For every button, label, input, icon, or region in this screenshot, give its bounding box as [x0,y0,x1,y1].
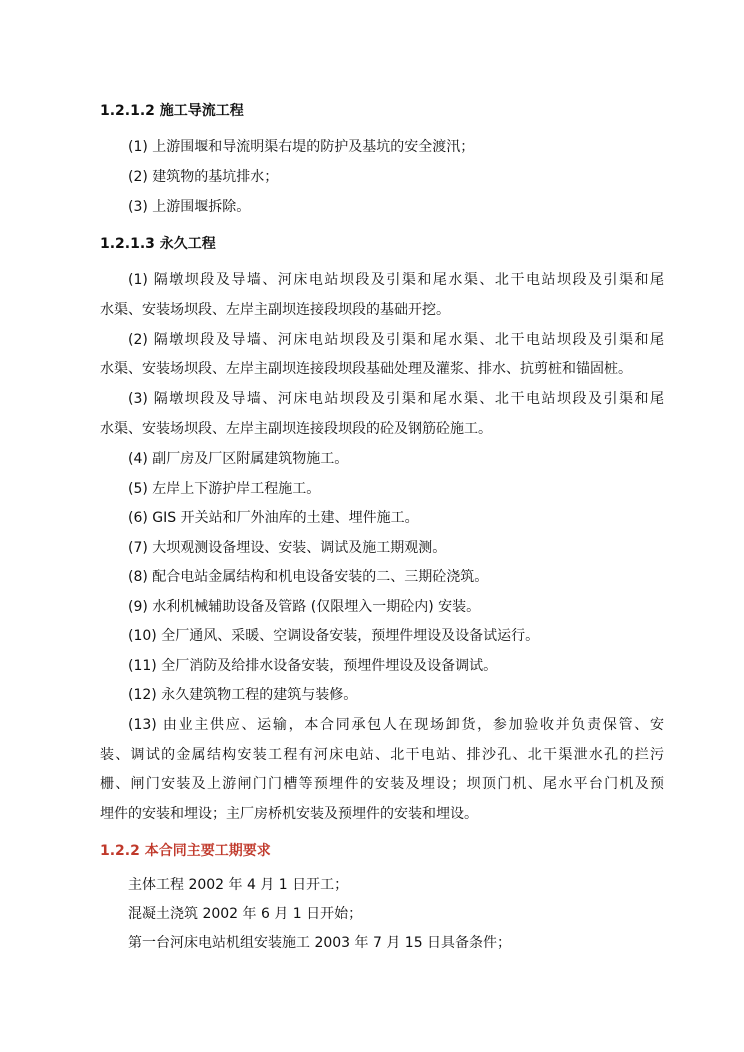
paragraph-1213-7: (7) 大坝观测设备埋设、安装、调试及施工期观测。 [128,540,447,556]
paragraph-1213-4: (4) 副厂房及厂区附属建筑物施工。 [128,451,349,467]
paragraph-1213-1-line2: 水渠、安装场坝段、左岸主副坝连接段坝段的基础开挖。 [100,302,450,318]
paragraph-1213-3-line2: 水渠、安装场坝段、左岸主副坝连接段坝段的砼及钢筋砼施工。 [100,421,492,437]
paragraph-1213-13-line1: (13) 由业主供应、运输，本合同承包人在现场卸货，参加验收并负责保管、安 [128,717,664,733]
paragraph-1212-2: (2) 建筑物的基坑排水； [128,169,279,185]
paragraph-1213-2-line1: (2) 隔墩坝段及导墙、河床电站坝段及引渠和尾水渠、北干电站坝段及引渠和尾 [128,332,664,348]
schedule-item-1: 主体工程 2002 年 4 月 1 日开工； [128,877,349,893]
paragraph-1213-13-line3: 栅、闸门安装及上游闸门门槽等预埋件的安装及埋设；坝顶门机、尾水平台门机及预 [100,776,664,792]
heading-1212: 1.2.1.2 施工导流工程 [100,103,244,119]
paragraph-1212-3: (3) 上游围堰拆除。 [128,199,251,215]
paragraph-1213-11: (11) 全厂消防及给排水设备安装，预埋件埋设及设备调试。 [128,658,498,674]
paragraph-1213-10: (10) 全厂通风、采暖、空调设备安装，预埋件埋设及设备试运行。 [128,628,540,644]
paragraph-1213-1-line1: (1) 隔墩坝段及导墙、河床电站坝段及引渠和尾水渠、北干电站坝段及引渠和尾 [128,272,664,288]
paragraph-1213-2-line2: 水渠、安装场坝段、左岸主副坝连接段坝段基础处理及灌浆、排水、抗剪桩和锚固桩。 [100,361,632,377]
heading-1213: 1.2.1.3 永久工程 [100,236,216,252]
paragraph-1213-9: (9) 水利机械辅助设备及管路 (仅限埋入一期砼内) 安装。 [128,599,481,615]
paragraph-1213-6: (6) GIS 开关站和厂外油库的土建、埋件施工。 [128,510,419,526]
paragraph-1213-5: (5) 左岸上下游护岸工程施工。 [128,481,321,497]
schedule-item-2: 混凝土浇筑 2002 年 6 月 1 日开始； [128,906,363,922]
paragraph-1213-8: (8) 配合电站金属结构和机电设备安装的二、三期砼浇筑。 [128,569,489,585]
heading-122: 1.2.2 本合同主要工期要求 [100,843,271,859]
paragraph-1213-12: (12) 永久建筑物工程的建筑与装修。 [128,687,358,703]
schedule-item-3: 第一台河床电站机组安装施工 2003 年 7 月 15 日具备条件； [128,935,512,951]
paragraph-1213-3-line1: (3) 隔墩坝段及导墙、河床电站坝段及引渠和尾水渠、北干电站坝段及引渠和尾 [128,391,664,407]
paragraph-1213-13-line2: 装、调试的金属结构安装工程有河床电站、北干电站、排沙孔、北干渠泄水孔的拦污 [100,747,664,763]
paragraph-1212-1: (1) 上游围堰和导流明渠右堤的防护及基坑的安全渡汛； [128,139,475,155]
paragraph-1213-13-line4: 埋件的安装和埋设；主厂房桥机安装及预埋件的安装和埋设。 [100,806,478,822]
